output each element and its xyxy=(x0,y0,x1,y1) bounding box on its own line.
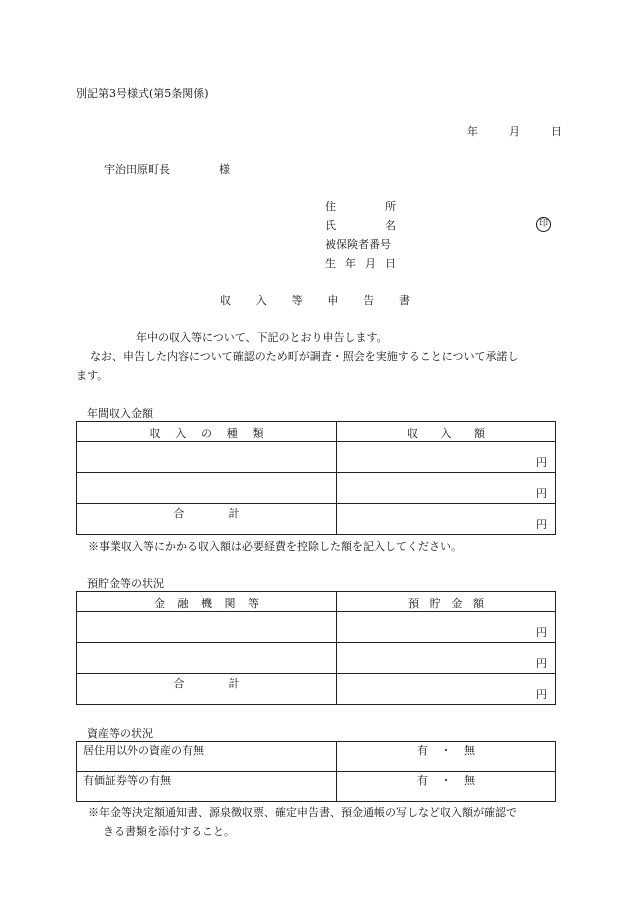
savings-institution-cell[interactable] xyxy=(77,612,337,643)
income-table xyxy=(76,421,556,535)
addressee-honorific: 様 xyxy=(219,163,230,176)
table-row xyxy=(77,643,556,674)
date-line xyxy=(467,123,562,139)
asset-label: 居住用以外の資産の有無 xyxy=(77,742,337,772)
savings-total-label: 合 計 xyxy=(77,674,337,705)
income-note: ※事業収入等にかかる収入額は必要経費を控除した額を記入してください。 xyxy=(88,540,462,553)
insured-number-label: 被保険者番号 xyxy=(325,238,391,251)
assets-section-label: 資産等の状況 xyxy=(87,727,153,740)
savings-amount-cell[interactable]: 円 xyxy=(337,643,556,674)
date-day: 日 xyxy=(551,125,562,138)
income-type-header: 収 入 の 種 類 xyxy=(77,422,337,442)
income-total-label: 合 計 xyxy=(77,504,337,535)
asset-yes-no-choice[interactable]: 有 ・ 無 xyxy=(337,772,556,802)
document-title: 収 入 等 申 告 書 xyxy=(220,294,410,307)
address-label: 住 所 xyxy=(325,200,396,213)
income-total-row xyxy=(77,504,556,535)
savings-table xyxy=(76,591,556,705)
income-amount-header: 収 入 額 xyxy=(337,422,556,442)
body-line-1: 年中の収入等について、下記のとおり申告します。 xyxy=(136,331,388,344)
table-row xyxy=(77,473,556,504)
birthdate-label: 生 年 月 日 xyxy=(325,257,396,270)
date-year: 年 xyxy=(467,125,478,138)
savings-amount-cell[interactable]: 円 xyxy=(337,612,556,643)
body-line-2: なお、申告した内容について確認のため町が調査・照会を実施することについて承諾し xyxy=(90,350,519,363)
name-label: 氏 名 xyxy=(325,219,396,232)
savings-institution-header: 金 融 機 関 等 xyxy=(77,592,337,612)
form-number: 別記第3号様式(第5条関係) xyxy=(76,87,209,100)
date-month: 月 xyxy=(509,125,520,138)
income-total-cell[interactable]: 円 xyxy=(337,504,556,535)
savings-section-label: 預貯金等の状況 xyxy=(87,577,164,590)
savings-amount-header: 預 貯 金 額 xyxy=(337,592,556,612)
seal-mark: 印 xyxy=(536,216,551,232)
income-section-label: 年間収入金額 xyxy=(87,407,153,420)
table-row xyxy=(77,772,556,802)
addressee-name: 宇治田原町長 xyxy=(104,163,170,176)
asset-label: 有価証券等の有無 xyxy=(77,772,337,802)
assets-note-line-2: きる書類を添付すること。 xyxy=(103,825,235,838)
table-row xyxy=(77,612,556,643)
body-line-3: ます。 xyxy=(76,369,109,382)
savings-total-row xyxy=(77,674,556,705)
table-row xyxy=(77,442,556,473)
income-amount-cell[interactable]: 円 xyxy=(337,442,556,473)
income-amount-cell[interactable]: 円 xyxy=(337,473,556,504)
savings-institution-cell[interactable] xyxy=(77,643,337,674)
asset-yes-no-choice[interactable]: 有 ・ 無 xyxy=(337,742,556,772)
income-type-cell[interactable] xyxy=(77,442,337,473)
savings-total-cell[interactable]: 円 xyxy=(337,674,556,705)
assets-note-line-1: ※年金等決定額通知書、源泉徴収票、確定申告書、預金通帳の写しなど収入額が確認で xyxy=(88,806,517,819)
assets-table xyxy=(76,741,556,802)
income-type-cell[interactable] xyxy=(77,473,337,504)
table-row xyxy=(77,742,556,772)
